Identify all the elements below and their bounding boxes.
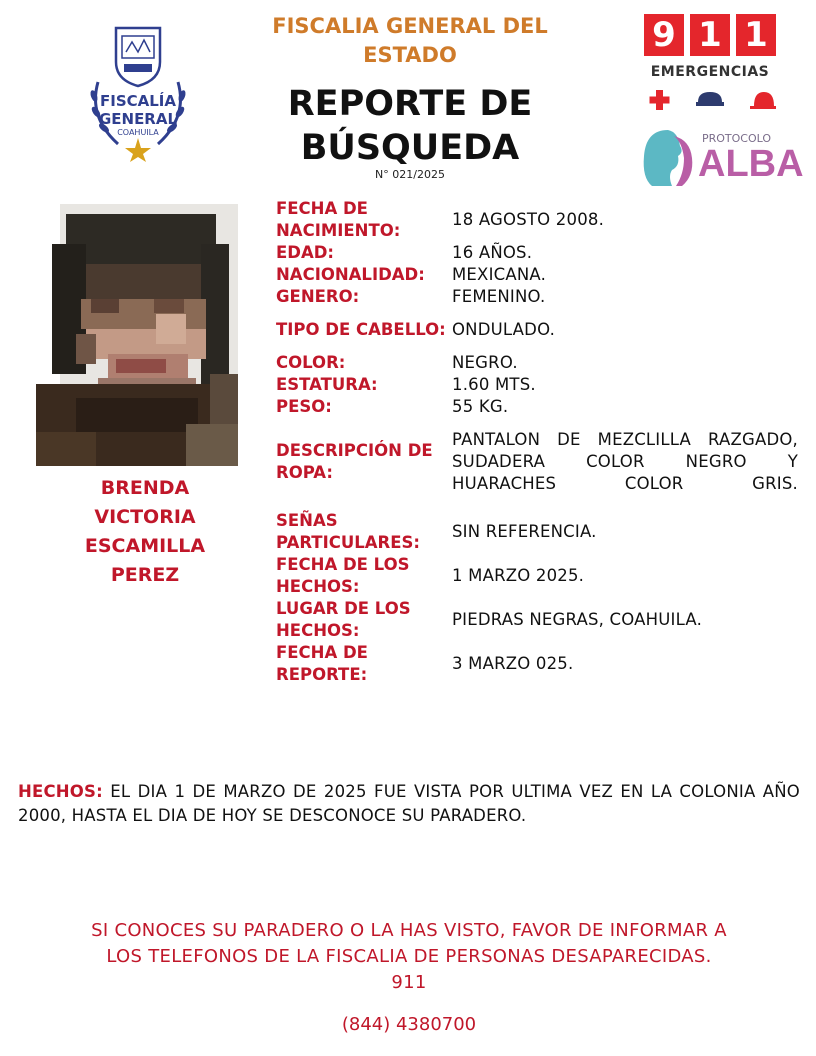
detail-value: 1.60 MTS. — [452, 375, 536, 394]
detail-label: DESCRIPCIÓN DE ROPA: — [276, 441, 433, 482]
fiscalia-logo-word2: GENERAL — [98, 110, 178, 128]
detail-value: ONDULADO. — [452, 320, 556, 339]
facts-paragraph — [18, 780, 800, 828]
detail-value: PIEDRAS NEGRAS, COAHUILA. — [452, 610, 703, 629]
detail-row-event-place — [276, 598, 798, 642]
emergency-911-logo — [640, 14, 780, 114]
cta-line1: SI CONOCES SU PARADERO O LA HAS VISTO, FAVOR DE INFORMAR A — [91, 920, 727, 941]
detail-label: SEÑAS PARTICULARES: — [276, 511, 420, 552]
protocolo-alba-logo — [638, 126, 804, 190]
detail-label: NACIONALIDAD: — [276, 265, 425, 284]
detail-value: FEMENINO. — [452, 287, 546, 306]
fiscalia-logo-word1: FISCALÍA — [100, 92, 176, 110]
report-title — [230, 82, 590, 170]
cta-line2: LOS TELEFONOS DE LA FISCALIA DE PERSONAS DESAPARECIDAS. — [106, 946, 712, 967]
detail-row-age — [276, 242, 798, 264]
facts-label: HECHOS: — [18, 782, 103, 801]
report-title-line1: REPORTE DE — [287, 84, 533, 124]
fiscalia-logo-word3: COAHUILA — [117, 128, 159, 137]
detail-label: PESO: — [276, 397, 332, 416]
detail-row-nationality — [276, 264, 798, 286]
person-name-line: PEREZ — [110, 564, 180, 586]
detail-value: 3 MARZO 025. — [452, 654, 574, 673]
detail-value: PANTALON DE MEZCLILLA RAZGADO, SUDADERA COLOR NEGRO Y HUARACHES COLOR GRIS. — [452, 430, 798, 493]
detail-row-hair-type — [276, 308, 798, 352]
detail-value: 1 MARZO 2025. — [452, 566, 585, 585]
report-folio: N° 021/2025 — [375, 168, 445, 181]
detail-label: GENERO: — [276, 287, 360, 306]
person-details — [276, 198, 798, 686]
emergency-digit: 9 — [644, 14, 684, 56]
emergency-services-icons — [646, 86, 776, 112]
person-name-line: ESCAMILLA — [84, 535, 206, 557]
detail-label: FECHA DE REPORTE: — [276, 643, 368, 684]
firefighter-helmet-icon — [750, 92, 776, 109]
person-name-line: BRENDA — [100, 477, 190, 499]
detail-row-height — [276, 374, 798, 396]
person-name-line: VICTORIA — [94, 506, 196, 528]
detail-row-clothing — [276, 418, 798, 506]
detail-label: TIPO DE CABELLO: — [276, 320, 446, 339]
detail-label: FECHA DE NACIMIENTO: — [276, 199, 401, 240]
detail-value: 55 KG. — [452, 397, 509, 416]
facts-text: EL DIA 1 DE MARZO DE 2025 FUE VISTA POR ULTIMA VEZ EN LA COLONIA AÑO 2000, HASTA EL DIA DE HOY SE DESCONOCE SU PARADERO. — [18, 782, 800, 825]
emergency-label: EMERGENCIAS — [650, 64, 770, 80]
detail-value: NEGRO. — [452, 353, 518, 372]
call-to-action — [18, 918, 800, 996]
detail-label: COLOR: — [276, 353, 346, 372]
detail-value: SIN REFERENCIA. — [452, 522, 597, 541]
emergency-digit: 1 — [690, 14, 730, 56]
police-cap-icon — [696, 92, 724, 106]
organization-title: FISCALIA GENERAL DEL ESTADO — [272, 14, 548, 67]
emergency-digit: 1 — [736, 14, 776, 56]
detail-label: FECHA DE LOS HECHOS: — [276, 555, 410, 596]
alba-name: ALBA — [698, 143, 804, 185]
detail-label: ESTATURA: — [276, 375, 378, 394]
report-title-line2: BÚSQUEDA — [300, 128, 520, 168]
detail-row-weight — [276, 396, 798, 418]
contact-phone: (844) 4380700 — [341, 1014, 477, 1035]
detail-row-gender — [276, 286, 798, 308]
detail-row-color — [276, 352, 798, 374]
woman-profile-icon — [638, 126, 698, 190]
person-name — [60, 474, 230, 590]
detail-value: 16 AÑOS. — [452, 243, 533, 262]
detail-value: 18 AGOSTO 2008. — [452, 210, 605, 229]
cta-line3: 911 — [391, 972, 427, 993]
detail-label: LUGAR DE LOS HECHOS: — [276, 599, 411, 640]
fiscalia-logo — [78, 22, 198, 162]
detail-row-birthdate — [276, 198, 798, 242]
detail-label: EDAD: — [276, 243, 335, 262]
alba-small-label: PROTOCOLO — [702, 132, 772, 145]
detail-row-event-date — [276, 554, 798, 598]
person-photo — [36, 204, 238, 466]
detail-row-report-date — [276, 642, 798, 686]
detail-value: MEXICANA. — [452, 265, 547, 284]
red-cross-icon — [650, 90, 670, 110]
detail-row-features — [276, 510, 798, 554]
